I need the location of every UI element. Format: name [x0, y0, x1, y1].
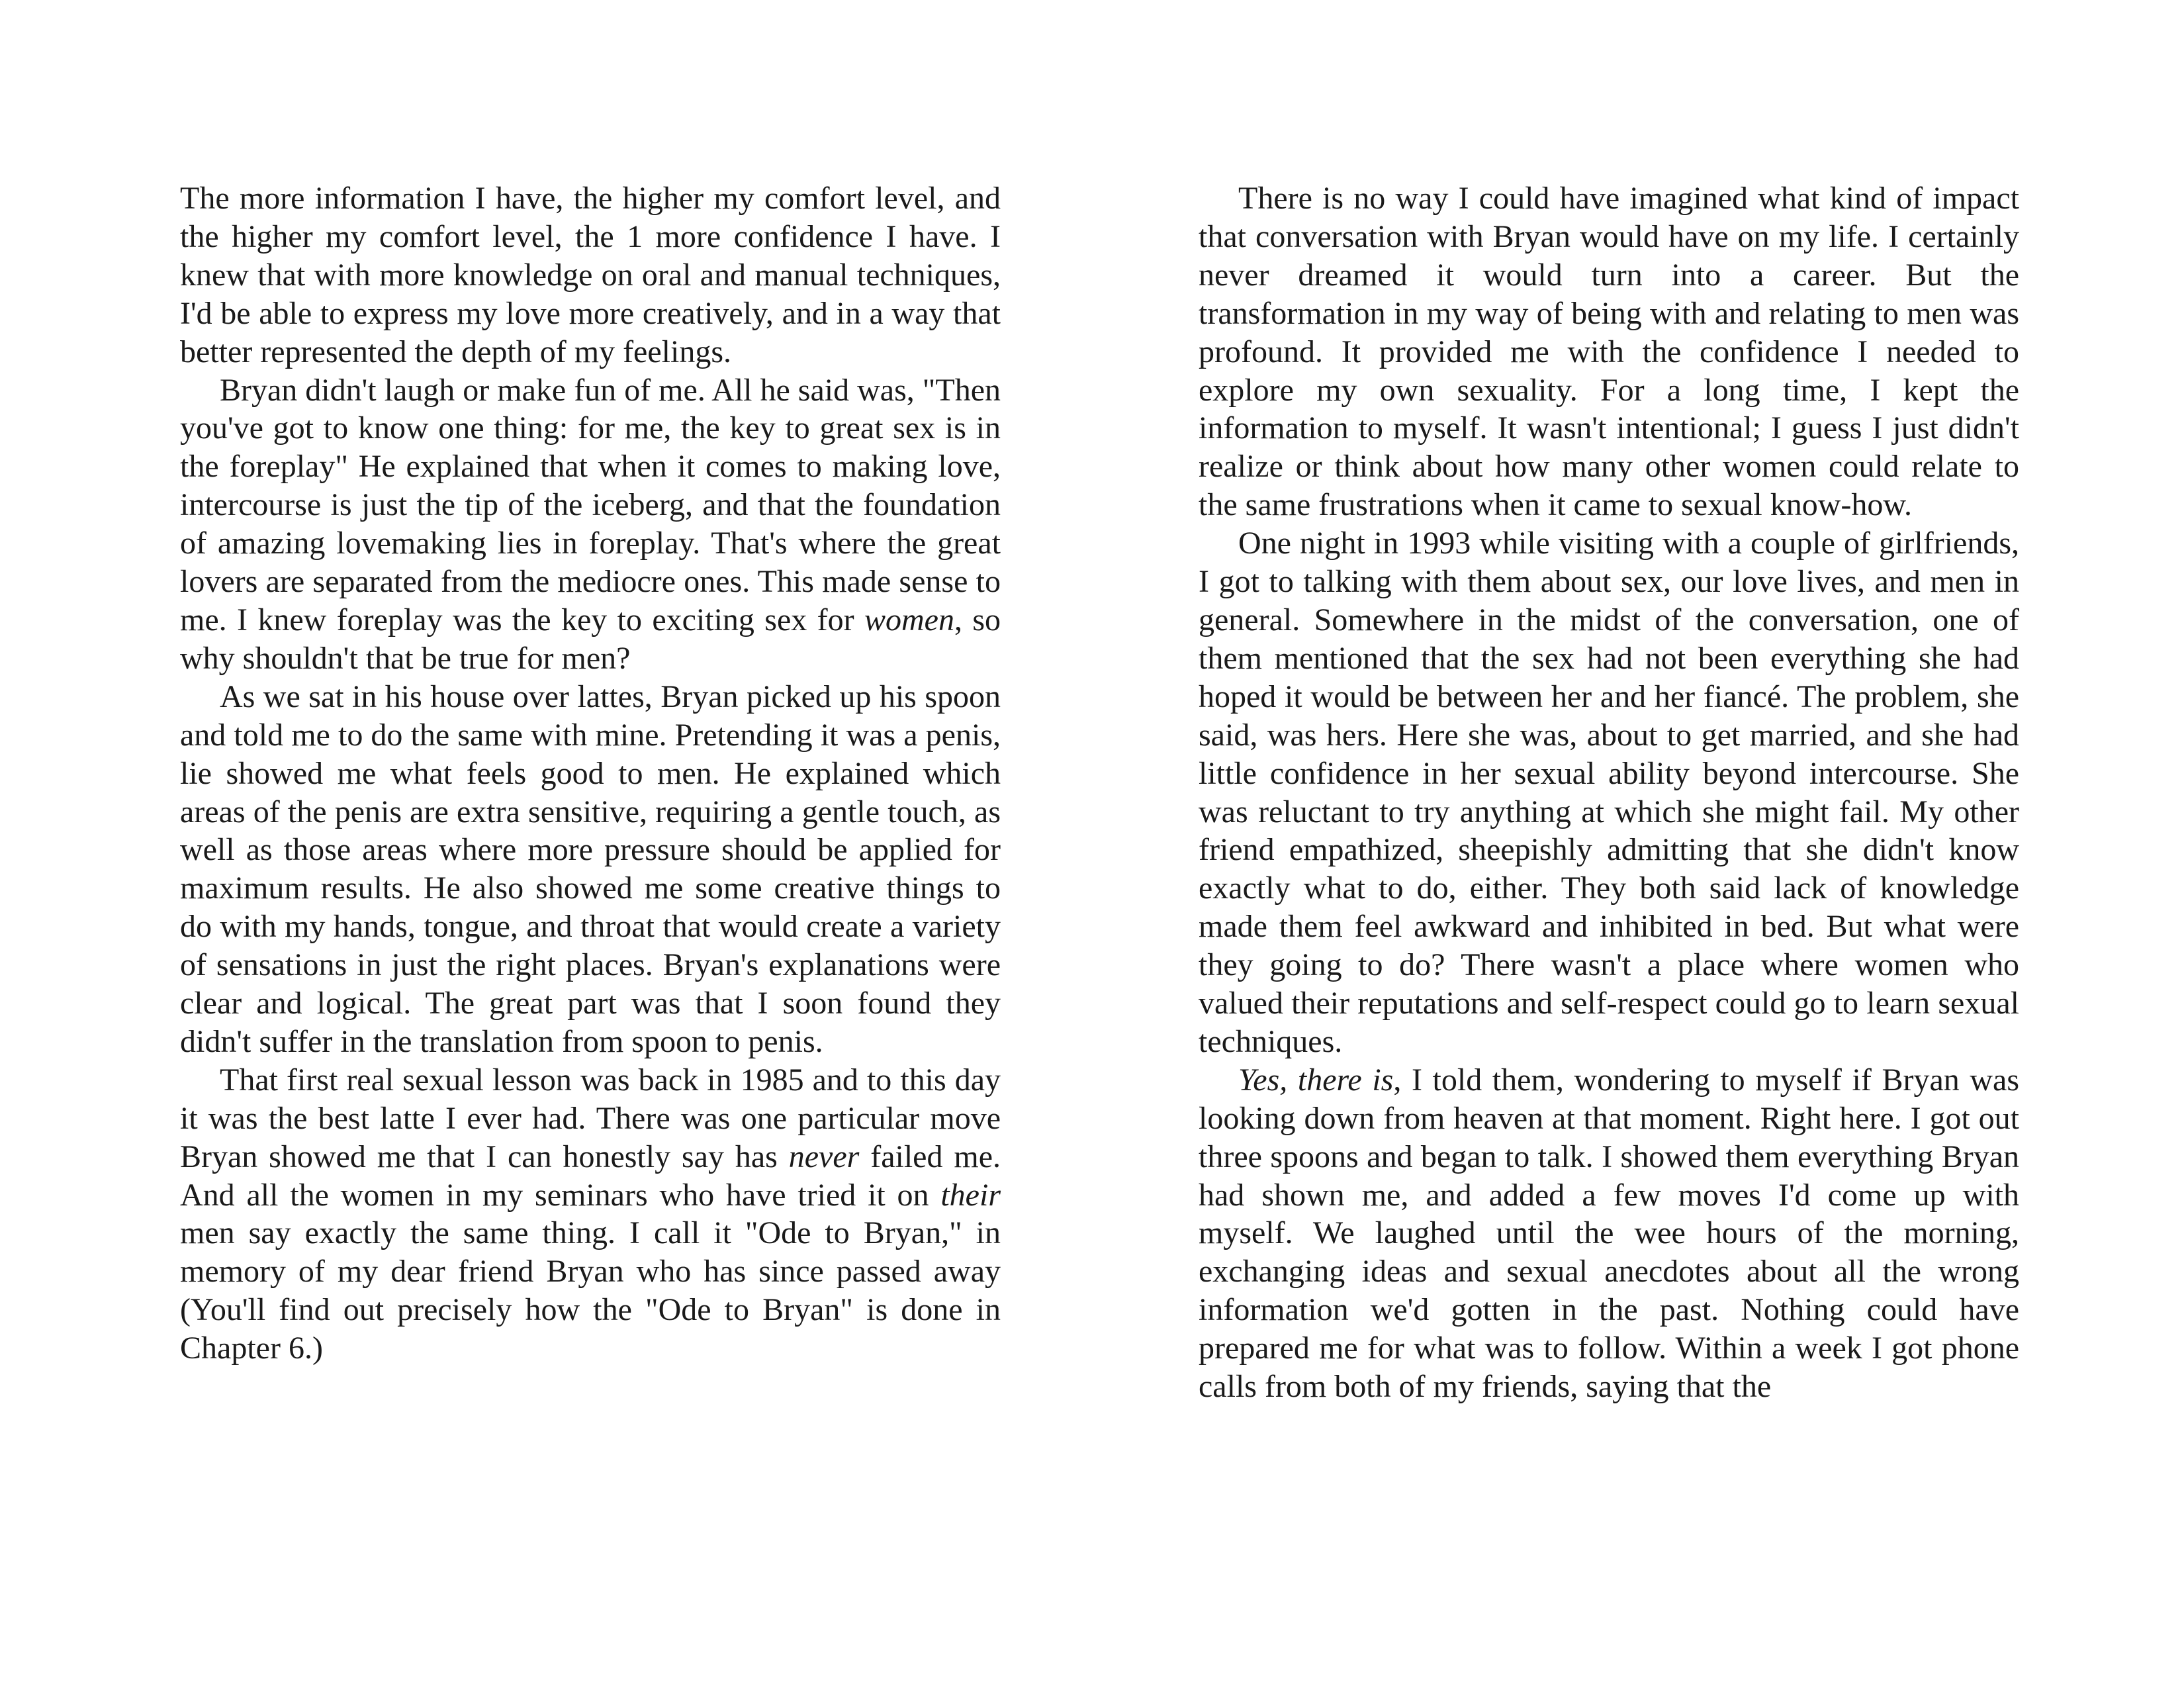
paragraph-text: , so why shouldn't that be true for men? — [180, 602, 1001, 676]
emphasis: their — [940, 1177, 1001, 1213]
paragraph: The more information I have, the higher my comfort level, and the higher my comfort level, the 1 more confidence I have. I knew that with more knowledge on oral and manual techniques, I'd be able to express my love more creatively, and in a way that better represented the depth of my feelings. — [180, 181, 1001, 369]
paragraph — [1199, 1061, 2019, 1406]
paragraph — [180, 1061, 1001, 1368]
emphasis: never — [788, 1139, 860, 1174]
paragraph-text: men say exactly the same thing. I call it "Ode to Bryan," in memory of my dear friend Bryan who has since passed away (You'll find out precisely how the "Ode to Bryan" is done in Chapter 6.) — [180, 1215, 1001, 1366]
paragraph-text: failed me. And all the women in my seminars who have tried it on — [180, 1139, 1001, 1213]
paragraph-text: Bryan didn't laugh or make fun of me. All he said was, "Then you've got to know one thing: for me, the key to great sex is in the foreplay" He explained that when it comes to making love, intercourse is just the tip of the iceberg, and that the foundation of amazing lovemaking lies in foreplay. That's where the great lovers are separated from the mediocre ones. This made sense to me. I knew foreplay was the key to exciting sex for — [180, 372, 1001, 637]
emphasis: women — [864, 602, 954, 637]
paragraph — [180, 371, 1001, 678]
paragraph-text: , I told them, wondering to myself if Bryan was looking down from heaven at that moment. Right here. I got out three spoons and began to talk. I showed them everything Bryan had shown me, and added a few moves I'd come up with myself. We laughed until the wee hours of the morning, exchanging ideas and sexual anecdotes about all the wrong information we'd gotten in the past. Nothing could have prepared me for what was to follow. Within a week I got phone calls from both of my friends, saying that the — [1199, 1062, 2020, 1405]
right-page — [1199, 179, 2019, 1406]
left-page — [180, 179, 1001, 1368]
paragraph-text: That first real sexual lesson was back in 1985 and to this day it was the best latte I ever had. There was one particular move Bryan showed me that I can honestly say has — [180, 1062, 1001, 1174]
paragraph: As we sat in his house over lattes, Bryan picked up his spoon and told me to do the same with mine. Pretending it was a penis, lie showed me what feels good to men. He explained which areas of the penis are extra sensitive, requiring a gentle touch, as well as those areas where more pressure should be applied for maximum results. He also showed me some creative things to do with my hands, tongue, and throat that would create a variety of sensations in just the right places. Bryan's explanations were clear and logical. The great part was that I soon found they didn't suffer in the translation from spoon to penis. — [180, 679, 1001, 1059]
emphasis: Yes, there is — [1238, 1062, 1394, 1098]
paragraph: There is no way I could have imagined what kind of impact that conversation with Bryan would have on my life. I certainly never dreamed it would turn into a career. But the transformation in my way of being with and relating to men was profound. It provided me with the confidence I needed to explore my own sexuality. For a long time, I kept the information to myself. It wasn't intentional; I guess I just didn't realize or think about how many other women could relate to the same frustrations when it came to sexual know-how. — [1199, 181, 2019, 523]
paragraph: One night in 1993 while visiting with a couple of girlfriends, I got to talking with them about sex, our love lives, and men in general. Somewhere in the midst of the conversation, one of them mentioned that the sex had not been everything she had hoped it would be between her and her fiancé. The problem, she said, was hers. Here she was, about to get married, and she had little confidence in her sexual ability beyond intercourse. She was reluctant to try anything at which she might fail. My other friend empathized, sheepishly admitting that she didn't know exactly what to do, either. They both said lack of knowledge made them feel awkward and inhibited in bed. But what were they going to do? There wasn't a place where women who valued their reputations and self-respect could go to learn sexual techniques. — [1199, 526, 2019, 1059]
